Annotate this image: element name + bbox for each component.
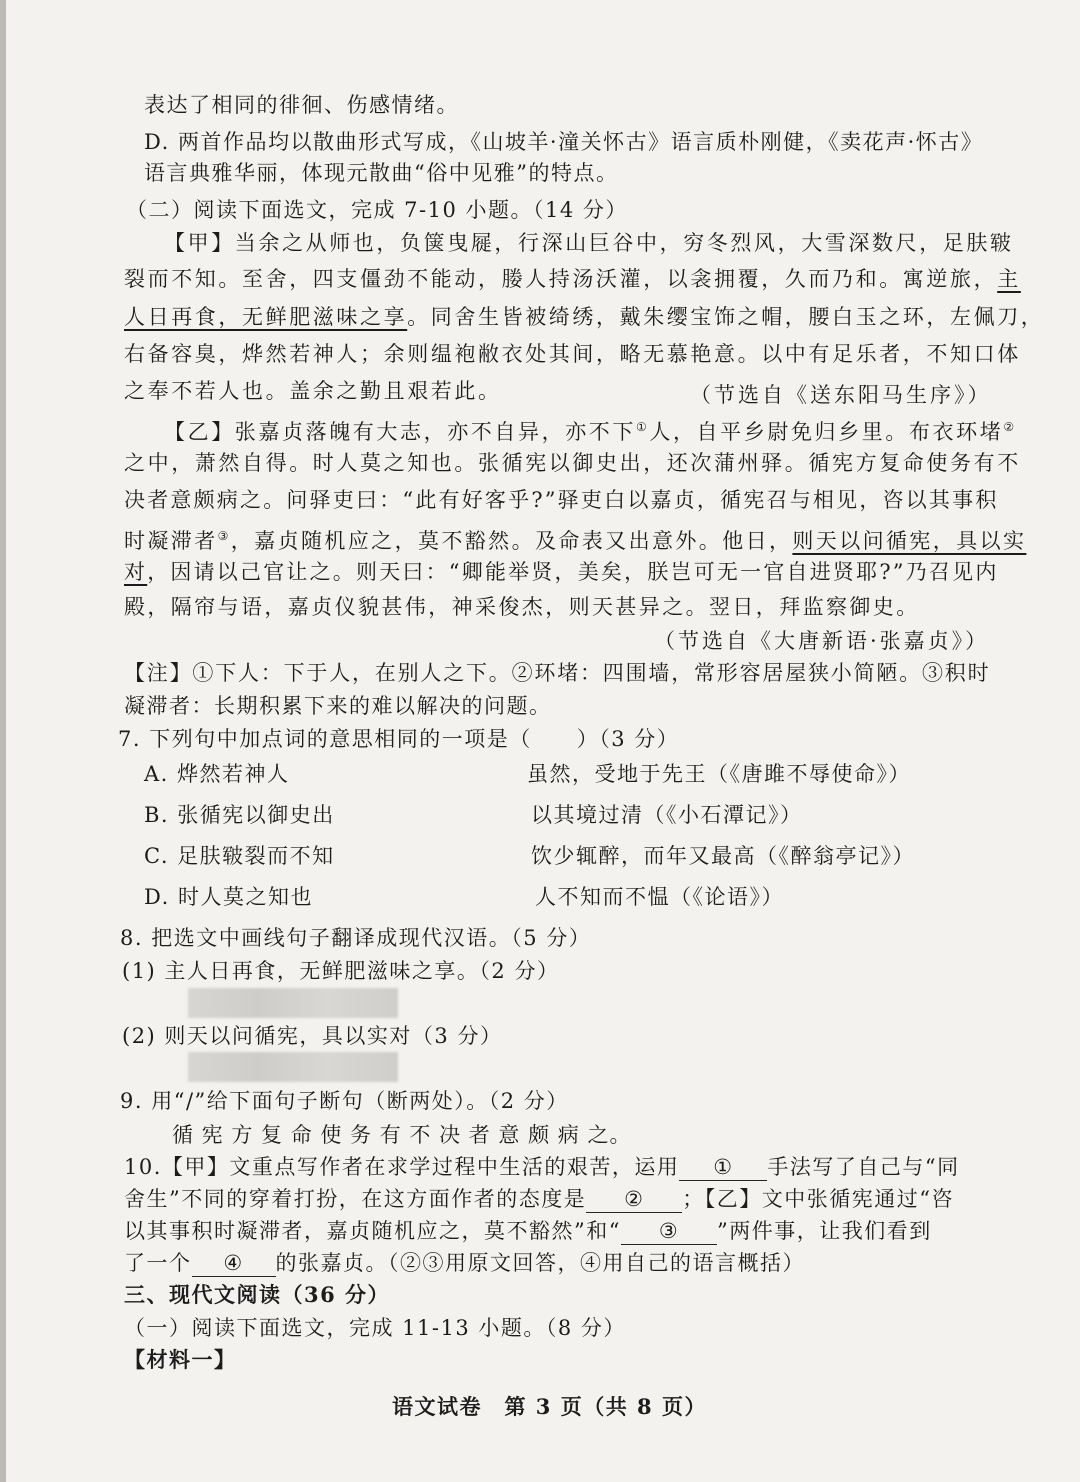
option-d-line1: D. 两首作品均以散曲形式写成，《山坡羊·潼关怀古》语言质朴刚健，《卖花声·怀古》 bbox=[144, 130, 984, 154]
notes-line-2: 凝滞者：长期积累下来的难以解决的问题。 bbox=[124, 694, 552, 718]
q7-option-b-right: 以其境过清（《小石潭记》） bbox=[531, 803, 803, 827]
q10-text-2b: ；【乙】文中张循宪通过“咨 bbox=[682, 1187, 954, 1211]
q10-text-1a: 10.【甲】文重点写作者在求学过程中生活的艰苦，运用 bbox=[124, 1155, 680, 1179]
yi-line-4-text-a: 时凝滞者 bbox=[124, 529, 218, 553]
yi-line-4 bbox=[124, 521, 1026, 556]
page-edge-shadow bbox=[0, 0, 6, 1482]
q10-line-1 bbox=[124, 1152, 960, 1182]
q10-line-2 bbox=[124, 1184, 954, 1214]
yi-line-3: 决者意颇病之。问驿吏曰：“此有好客乎?”驿吏白以嘉贞，循宪召与相见，咨以其事积 bbox=[124, 488, 999, 512]
underlined-sentence-1-start: 主 bbox=[997, 267, 1021, 291]
yi-line-1 bbox=[164, 412, 1017, 447]
q7-option-d-right: 人不知而不愠（《论语》） bbox=[535, 885, 784, 909]
q10-text-3b: ”两件事，让我们看到 bbox=[716, 1219, 932, 1243]
option-c-continuation: 表达了相同的徘徊、伤感情绪。 bbox=[144, 93, 459, 117]
yi-source: （节选自《大唐新语·张嘉贞》） bbox=[654, 629, 990, 653]
q10-blank-1[interactable]: ① bbox=[679, 1154, 767, 1181]
material-one-label: 【材料一】 bbox=[124, 1347, 237, 1372]
underlined-sentence-2: 对 bbox=[124, 560, 148, 584]
q8-sub2: (2) 则天以问循宪，具以实对（3 分） bbox=[122, 1024, 503, 1048]
q7-option-c-left: C. 足肤皲裂而不知 bbox=[144, 844, 335, 868]
q7-option-d-left: D. 时人莫之知也 bbox=[144, 885, 313, 909]
footnote-mark-3: ③ bbox=[217, 529, 231, 543]
q10-text-4a: 了一个 bbox=[124, 1251, 192, 1275]
jia-source: （节选自《送东阳马生序》） bbox=[690, 383, 992, 407]
q10-text-2a: 舍生”不同的穿着打扮，在这方面作者的态度是 bbox=[124, 1187, 587, 1211]
jia-line-3-text: 。同舍生皆被绮绣，戴朱缨宝饰之帽，腰白玉之环，左佩刀， bbox=[407, 305, 1045, 329]
notes-line-1: 【注】①下人：下于人，在别人之下。②环堵：四围墙，常形容居屋狭小简陋。③积时 bbox=[124, 661, 991, 685]
q10-text-1b: 手法写了自己与“同 bbox=[767, 1155, 960, 1179]
jia-line-2 bbox=[124, 264, 1021, 294]
q8-stem: 8. 把选文中画线句子翻译成现代汉语。（5 分） bbox=[120, 926, 592, 950]
footnote-mark-1: ① bbox=[636, 420, 650, 434]
section3-sub-heading: （一）阅读下面选文，完成 11-13 小题。（8 分） bbox=[124, 1316, 626, 1340]
yi-line-1-text-b: 人，自平乡尉免归乡里。布衣环堵 bbox=[649, 420, 1004, 444]
q9-sentence: 循 宪 方 复 命 使 务 有 不 决 者 意 颇 病 之。 bbox=[172, 1123, 632, 1147]
yi-line-2: 之中，萧然自得。时人莫之知也。张循宪以御史出，还次蒲州驿。循宪方复命使务有不 bbox=[124, 451, 1021, 475]
jia-line-3 bbox=[124, 302, 1044, 332]
redacted-answer-1 bbox=[188, 988, 398, 1018]
q7-option-c-right: 饮少辄醉，而年又最高（《醉翁亭记》） bbox=[531, 844, 915, 868]
page-footer: 语文试卷 第 3 页（共 8 页） bbox=[392, 1394, 707, 1419]
jia-line-5: 之奉不若人也。盖余之勤且艰若此。 bbox=[124, 379, 502, 403]
yi-line-5 bbox=[124, 557, 999, 587]
yi-line-6: 殿，隔帘与语，嘉贞仪貌甚伟，神采俊杰，则天甚异之。翌日，拜监察御史。 bbox=[124, 595, 920, 619]
q10-blank-4[interactable]: ④ bbox=[192, 1250, 276, 1277]
q10-line-3 bbox=[124, 1216, 932, 1246]
q10-blank-3[interactable]: ③ bbox=[621, 1218, 717, 1245]
footnote-mark-2: ② bbox=[1003, 420, 1017, 434]
q7-option-a-right: 虽然，受地于先王（《唐雎不辱使命》） bbox=[527, 762, 911, 786]
underlined-sentence-2-start: 则天以问循宪，具以实 bbox=[792, 529, 1027, 553]
redacted-answer-2 bbox=[188, 1052, 398, 1082]
yi-line-4-text-b: ，嘉贞随机应之，莫不豁然。及命表又出意外。他日， bbox=[230, 529, 793, 553]
underlined-sentence-1: 人日再食，无鲜肥滋味之享 bbox=[124, 305, 408, 329]
q8-sub1: (1) 主人日再食，无鲜肥滋味之享。（2 分） bbox=[122, 959, 560, 983]
q7-option-a-left: A. 烨然若神人 bbox=[144, 762, 290, 786]
section2-heading: （二）阅读下面选文，完成 7-10 小题。（14 分） bbox=[126, 198, 628, 222]
jia-line-4: 右备容臭，烨然若神人；余则缊袍敝衣处其间，略无慕艳意。以中有足乐者，不知口体 bbox=[124, 342, 1021, 366]
q10-blank-2[interactable]: ② bbox=[586, 1186, 682, 1213]
yi-line-1-text-a: 【乙】张嘉贞落魄有大志，亦不自异，亦不下 bbox=[164, 420, 636, 444]
q10-line-4 bbox=[124, 1248, 805, 1278]
q7-option-b-left: B. 张循宪以御史出 bbox=[144, 803, 335, 827]
section3-heading: 三、现代文阅读（36 分） bbox=[124, 1282, 391, 1307]
q7-stem: 7. 下列句中加点词的意思相同的一项是（ ）（3 分） bbox=[118, 727, 680, 751]
q10-text-3a: 以其事积时凝滞者，嘉贞随机应之，莫不豁然”和“ bbox=[124, 1219, 621, 1243]
yi-line-5-text: ，因请以己官让之。则天曰：“卿能举贤，美矣，朕岂可无一官自进贤耶?”乃召见内 bbox=[147, 560, 999, 584]
jia-line-2-text: 裂而不知。至舍，四支僵劲不能动，媵人持汤沃灌，以衾拥覆，久而乃和。寓逆旅， bbox=[124, 267, 998, 291]
q10-text-4b: 的张嘉贞。（②③用原文回答，④用自己的语言概括） bbox=[275, 1251, 805, 1275]
q9-stem: 9. 用“/”给下面句子断句（断两处）。（2 分） bbox=[120, 1089, 569, 1113]
jia-line-1: 【甲】当余之从师也，负箧曳屣，行深山巨谷中，穷冬烈风，大雪深数尺，足肤皲 bbox=[164, 231, 1014, 255]
option-d-line2: 语言典雅华丽，体现元散曲“俗中见雅”的特点。 bbox=[144, 161, 619, 185]
